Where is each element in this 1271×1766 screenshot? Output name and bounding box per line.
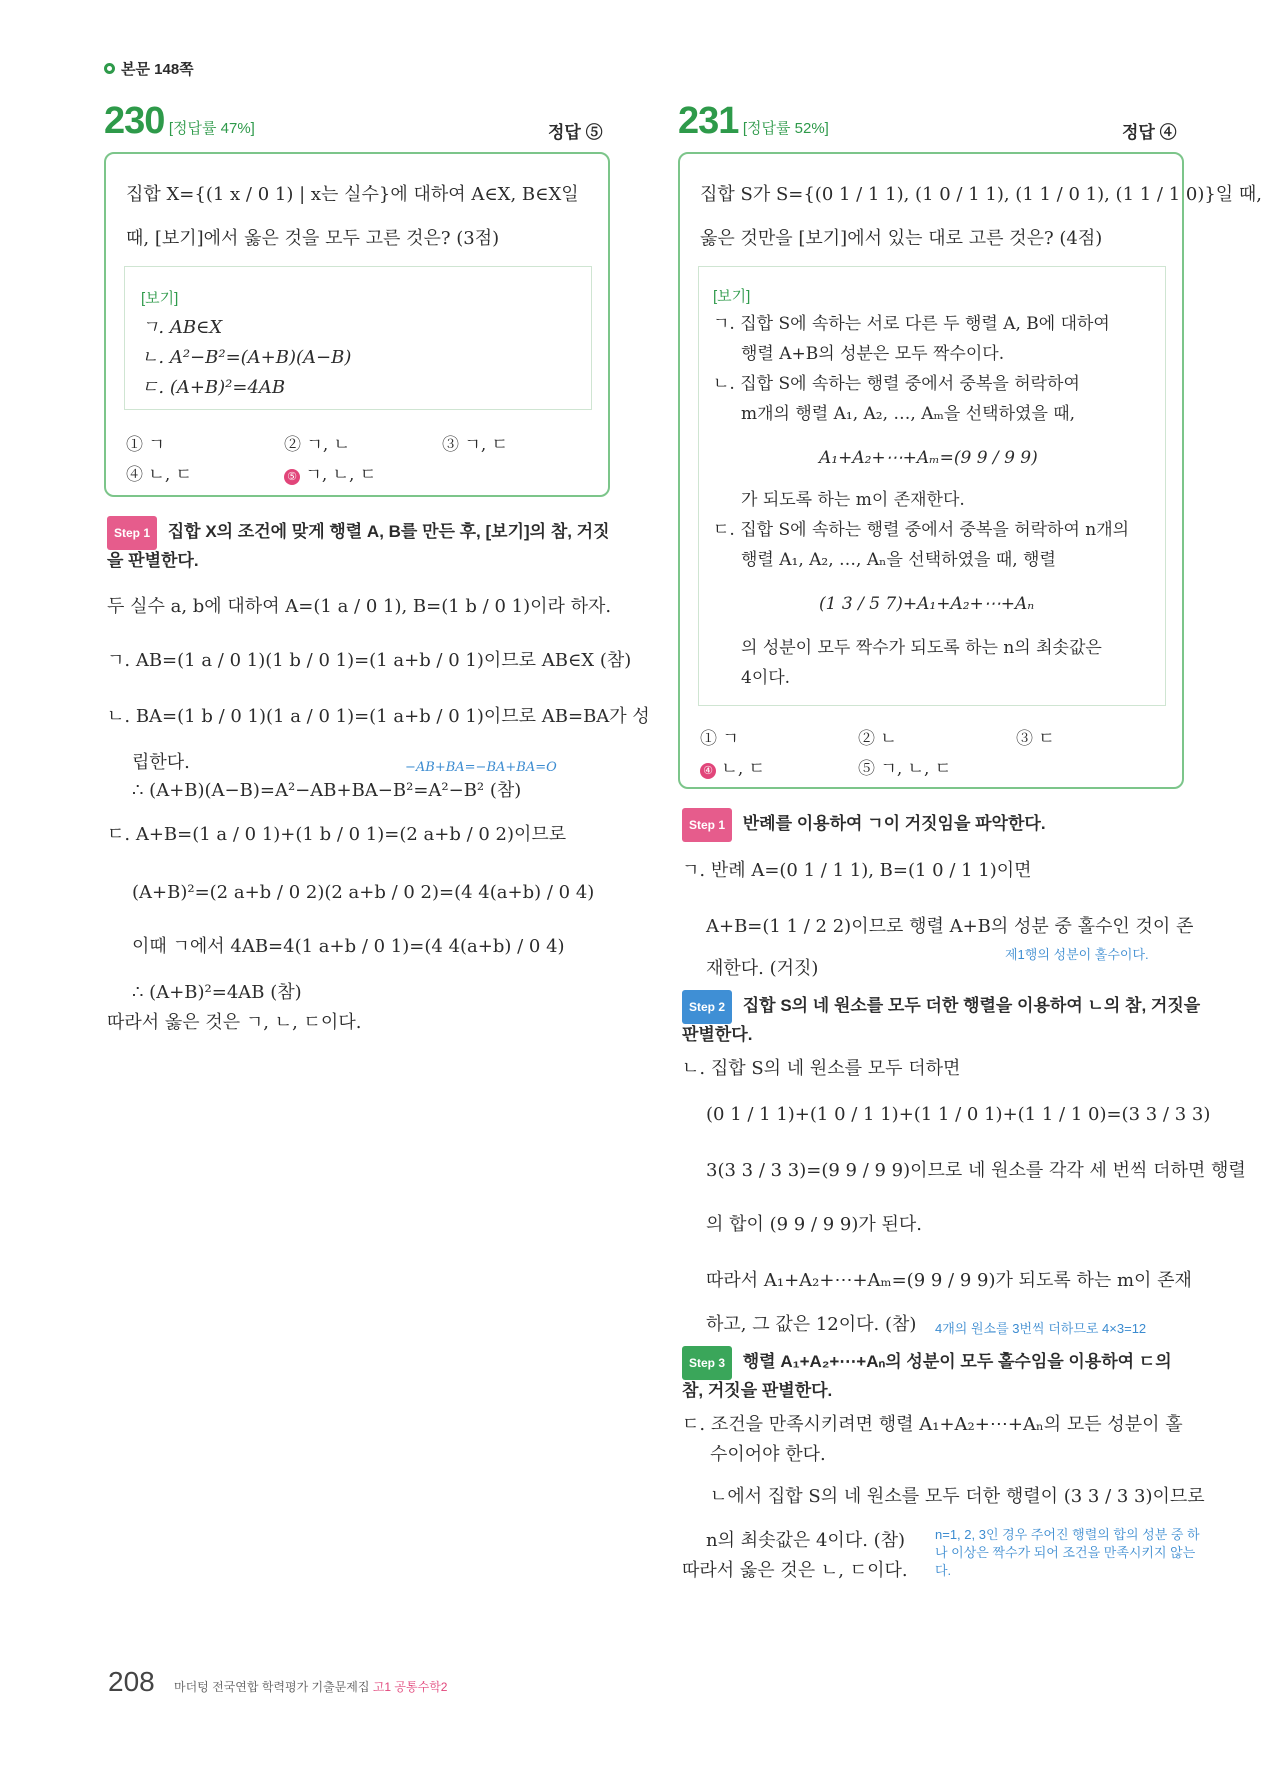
footer-text [174,1678,447,1695]
q230-sol-8: 이때 ㄱ에서 4AB=4(1 a+b / 0 1)=(4 4(a+b) / 0 4) [132,936,565,957]
q231-s1-3: 재한다. (거짓) [706,958,819,979]
q231-box [678,152,1263,789]
q231-step1-title: Step 1 반례를 이용하여 ㄱ이 거짓임을 파악한다. [682,808,1046,842]
q231-stem1: 집합 S가 S={(0 1 / 1 1), (1 0 / 1 1), (1 1 / 0 1), (1 1 / 1 0)}일 때, [700,184,1263,205]
step-badge: Step 3 [682,1346,732,1380]
q230-rate: [정답률 47%] [168,120,255,137]
q230-choice-2: ② ㄱ, ㄴ [284,435,351,455]
check-mark-icon: ④ [700,763,716,779]
q231-choice-5: ⑤ ㄱ, ㄴ, ㄷ [858,759,952,779]
q231-step2-title-cont: 판별한다. [682,1025,753,1044]
q231-bogi-2: 행렬 A+B의 성분은 모두 짝수이다. [741,344,1005,364]
q231-s2-4: 의 합이 (9 9 / 9 9)가 된다. [706,1214,923,1235]
q231-choice-3: ③ ㄷ [1016,729,1055,749]
q231-bogi-4: m개의 행렬 A₁, A₂, …, Aₘ을 선택하였을 때, [741,404,1076,424]
q231-s3-5: 따라서 옳은 것은 ㄴ, ㄷ이다. [682,1560,908,1581]
q231-number: 231 [678,100,739,142]
q231-s3-3: ㄴ에서 집합 S의 네 원소를 모두 더한 행렬이 (3 3 / 3 3)이므로 [710,1486,1205,1507]
q231-s1-1: ㄱ. 반례 A=(0 1 / 1 1), B=(1 0 / 1 1)이면 [682,860,1032,881]
q231-bogi-9: (1 3 / 5 7)+A₁+A₂+⋯+Aₙ [819,594,1035,614]
q231-s3-1: ㄷ. 조건을 만족시키려면 행렬 A₁+A₂+⋯+Aₙ의 모든 성분이 홀 [682,1414,1183,1435]
q231-step2-title: Step 2 집합 S의 네 원소를 모두 더한 행렬을 이용하여 ㄴ의 참, 거짓을 [682,990,1200,1024]
circle-icon [104,63,115,74]
q230-choice-3: ③ ㄱ, ㄷ [442,435,509,455]
q230-sol-7: (A+B)²=(2 a+b / 0 2)(2 a+b / 0 2)=(4 4(a+b) / 0 4) [132,882,595,903]
q231-note3: n=1, 2, 3인 경우 주어진 행렬의 합의 성분 중 하나 이상은 짝수가 되어 조건을 만족시키지 않는다. [935,1527,1200,1578]
q230-sol-4: 립한다. [132,752,190,773]
page-ref: 본문 148쪽 [121,61,194,78]
q231-bogi-1: ㄱ. 집합 S에 속하는 서로 다른 두 행렬 A, B에 대하여 [713,314,1110,334]
q230-box [104,152,610,497]
q230-sol-3: ㄴ. BA=(1 b / 0 1)(1 a / 0 1)=(1 a+b / 0 1)이므로 AB=BA가 성 [107,706,650,727]
q231-note2: 4개의 원소를 3번씩 더하므로 4×3=12 [935,1321,1147,1336]
q231-bogi-11: 4이다. [741,668,791,688]
q230-bogi-label: [보기] [141,290,179,307]
q230-stem1: 집합 X={(1 x / 0 1) | x는 실수}에 대하여 A∈X, B∈X일 [126,184,579,205]
q231-choice-1: ① ㄱ [700,729,739,749]
book-title: 마더텅 전국연합 학력평가 기출문제집 [174,1680,370,1694]
q231-s3-2: 수이어야 한다. [710,1444,826,1465]
page-header [104,58,194,79]
q230-heading [104,100,255,143]
q230-sol-2: ㄱ. AB=(1 a / 0 1)(1 b / 0 1)=(1 a+b / 0 1)이므로 AB∈X (참) [107,650,632,671]
q230-number: 230 [104,100,165,142]
subject: 고1 공통수학2 [372,1680,448,1694]
q231-s2-5: 따라서 A₁+A₂+⋯+Aₘ=(9 9 / 9 9)가 되도록 하는 m이 존재 [706,1270,1192,1291]
q230-sol-1: 두 실수 a, b에 대하여 A=(1 a / 0 1), B=(1 b / 0 1)이라 하자. [107,596,612,617]
q230-stem2: 때, [보기]에서 옳은 것을 모두 고른 것은? (3점) [126,228,500,249]
q231-bogi-5: A₁+A₂+⋯+Aₘ=(9 9 / 9 9) [819,448,1038,468]
q231-s3-4: n의 최솟값은 4이다. (참) [706,1530,906,1551]
q230-step1-title: Step 1 집합 X의 조건에 맞게 행렬 A, B를 만든 후, [보기]의 참, 거짓 [107,516,610,550]
step-badge: Step 2 [682,990,732,1024]
step-badge: Step 1 [682,808,732,842]
q231-choice-4: ④ ㄴ, ㄷ [700,754,765,779]
q231-choice-2: ② ㄴ [858,729,897,749]
q231-s1-2: A+B=(1 1 / 2 2)이므로 행렬 A+B의 성분 중 홀수인 것이 존 [706,916,1194,937]
q230-side-note: −AB+BA=−BA+BA=O [405,760,557,775]
q230-sol-9: ∴ (A+B)²=4AB (참) [132,982,302,1003]
q231-step3-title-cont: 참, 거짓을 판별한다. [682,1381,833,1400]
q230-bogi-3: ㄷ. (A+B)²=4AB [141,377,286,398]
q231-bogi-8: 행렬 A₁, A₂, …, Aₙ을 선택하였을 때, 행렬 [741,550,1056,570]
q230-sol-10: 따라서 옳은 것은 ㄱ, ㄴ, ㄷ이다. [107,1012,362,1033]
q231-bogi-label: [보기] [713,288,751,305]
q231-bogi-7: ㄷ. 집합 S에 속하는 행렬 중에서 중복을 허락하여 n개의 [713,520,1130,540]
q230-sol-5: ∴ (A+B)(A−B)=A²−AB+BA−B²=A²−B² (참) [132,780,522,801]
q231-bogi-6: 가 되도록 하는 m이 존재한다. [741,490,965,510]
q231-bogi-10: 의 성분이 모두 짝수가 되도록 하는 n의 최솟값은 [741,638,1102,658]
q230-answer: 정답 ⑤ [548,123,603,142]
q231-s2-2: (0 1 / 1 1)+(1 0 / 1 1)+(1 1 / 0 1)+(1 1 / 1 0)=(3 3 / 3 3) [706,1104,1211,1125]
q230-choice-5: ⑤ ㄱ, ㄴ, ㄷ [284,460,376,485]
q231-note1: 제1행의 성분이 홀수이다. [1005,947,1149,962]
q230-step1-title-cont: 을 판별한다. [107,551,199,570]
q231-rate: [정답률 52%] [742,120,829,137]
page-number: 208 [108,1666,155,1697]
q231-stem2: 옳은 것만을 [보기]에서 있는 대로 고른 것은? (4점) [700,228,1103,249]
q231-answer: 정답 ④ [1122,123,1177,142]
check-mark-icon: ⑤ [284,469,300,485]
q230-sol-6: ㄷ. A+B=(1 a / 0 1)+(1 b / 0 1)=(2 a+b / 0 2)이므로 [107,824,567,845]
q231-step3-title: Step 3 행렬 A₁+A₂+⋯+Aₙ의 성분이 모두 홀수임을 이용하여 ㄷ의 [682,1346,1172,1380]
q230-bogi-1: ㄱ. AB∈X [141,317,223,338]
q231-bogi-3: ㄴ. 집합 S에 속하는 행렬 중에서 중복을 허락하여 [713,374,1080,394]
q231-s2-3: 3(3 3 / 3 3)=(9 9 / 9 9)이므로 네 원소를 각각 세 번씩 더하면 행렬 [706,1160,1246,1181]
q231-bogi-box [698,266,1166,706]
q231-s2-1: ㄴ. 집합 S의 네 원소를 모두 더하면 [682,1058,961,1079]
q230-choice-4: ④ ㄴ, ㄷ [126,465,193,485]
q230-bogi-box [124,266,592,410]
q230-bogi-2: ㄴ. A²−B²=(A+B)(A−B) [141,347,352,368]
q231-heading [678,100,829,143]
step-badge: Step 1 [107,516,157,550]
q231-s2-6: 하고, 그 값은 12이다. (참) [706,1314,917,1335]
q230-choice-1: ① ㄱ [126,435,165,455]
